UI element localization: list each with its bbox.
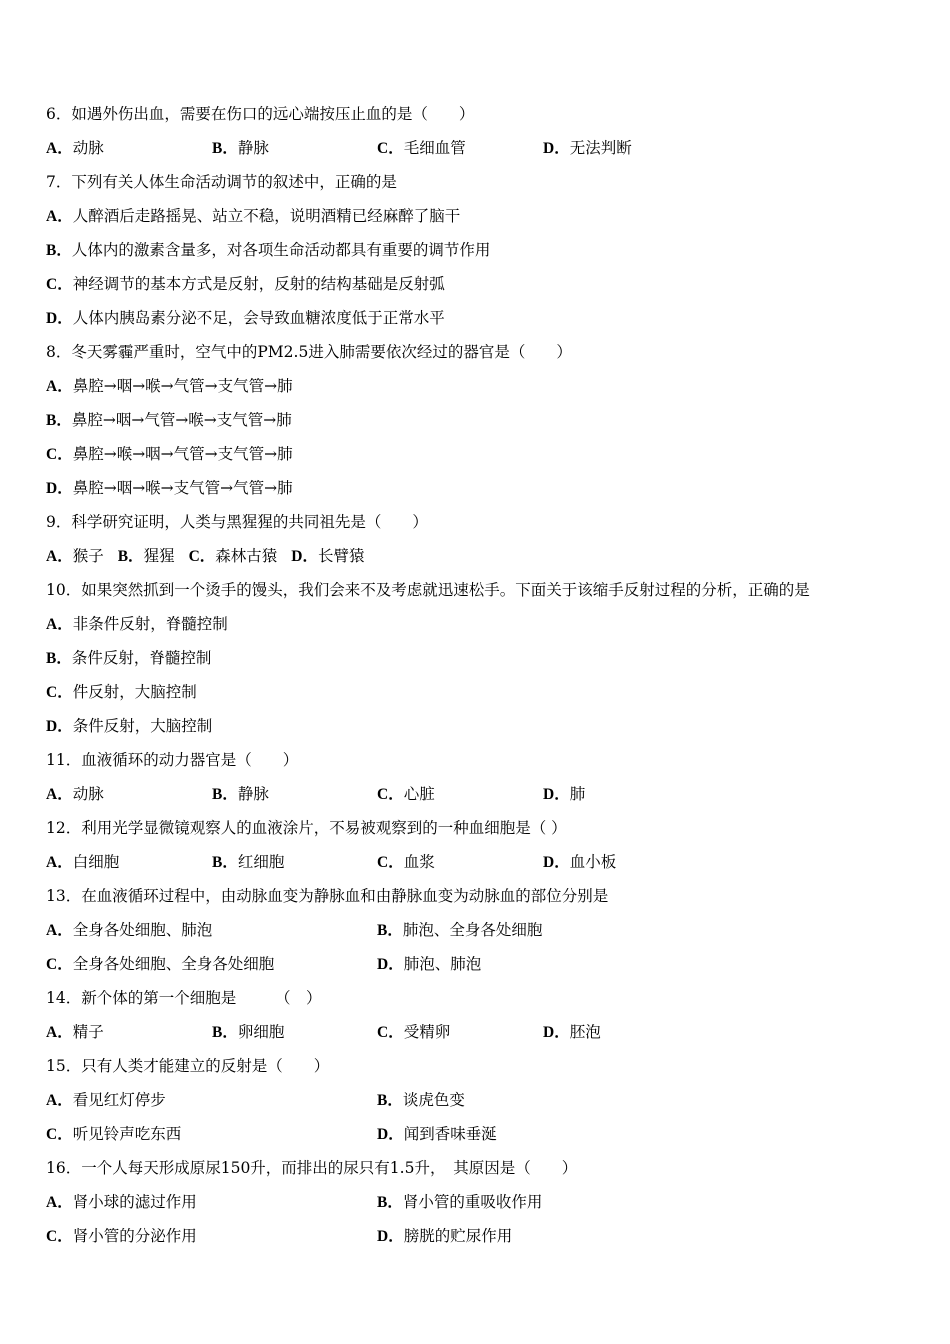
option-text: 动脉: [72, 785, 104, 803]
answer-option: [46, 547, 104, 565]
option-text: 听见铃声吃东西: [72, 1125, 182, 1143]
answer-option: [377, 1185, 542, 1220]
options-row: [46, 267, 906, 301]
option-label: A．: [46, 922, 73, 939]
option-text: 人醉酒后走路摇晃、站立不稳，说明酒精已经麻醉了脑干: [72, 207, 461, 225]
option-text: 静脉: [237, 785, 269, 803]
answer-option: [46, 403, 292, 438]
answer-option: [46, 913, 212, 948]
question-stem: 6．如遇外伤出血，需要在伤口的远心端按压止血的是（ ）: [46, 105, 475, 123]
question-stem: 11．血液循环的动力器官是（ ）: [46, 751, 299, 769]
option-text: 猩猩: [143, 547, 175, 565]
option-text: 鼻腔→咽→喉→支气管→气管→肺: [72, 479, 293, 497]
option-text: 人体内的激素含量多，对各项生命活动都具有重要的调节作用: [71, 241, 491, 259]
option-text: 人体内胰岛素分泌不足，会导致血糖浓度低于正常水平: [72, 309, 445, 327]
options-row: [46, 1219, 906, 1253]
option-label: A．: [46, 1194, 73, 1211]
answer-option: [189, 547, 278, 565]
options-row: [46, 403, 906, 437]
answer-option: [543, 131, 632, 166]
options-row: [46, 947, 906, 981]
option-text: 肾小管的分泌作用: [72, 1227, 197, 1245]
option-label: D．: [377, 1228, 404, 1245]
option-label: D．: [543, 1024, 570, 1041]
options-row: [46, 1015, 906, 1049]
option-label: C．: [46, 446, 73, 463]
option-label: A．: [46, 1024, 73, 1041]
options-row: [46, 301, 906, 335]
answer-option: [377, 777, 435, 812]
question-stem: 10．如果突然抓到一个烫手的馒头，我们会来不及考虑就迅速松手。下面关于该缩手反射过程的分析，正确的是: [46, 581, 810, 599]
option-label: A．: [46, 854, 73, 871]
answer-option: [46, 675, 197, 710]
option-label: C．: [188, 548, 216, 565]
option-label: B．: [46, 242, 72, 259]
answer-option: [46, 1083, 166, 1118]
option-label: B．: [212, 786, 238, 803]
answer-option: [377, 131, 466, 166]
option-text: 静脉: [237, 139, 269, 157]
option-label: D．: [291, 548, 318, 565]
answer-option: [46, 131, 104, 166]
answer-option: [118, 547, 175, 565]
option-text: 猴子: [72, 547, 104, 565]
answer-option: [46, 641, 211, 676]
option-label: C．: [46, 1126, 73, 1143]
option-text: 血小板: [569, 853, 617, 871]
answer-option: [46, 845, 119, 880]
option-label: B．: [46, 412, 72, 429]
answer-option: [212, 777, 269, 812]
option-text: 长臂猿: [318, 547, 365, 565]
options-row: [46, 641, 906, 675]
option-label: B．: [377, 1092, 403, 1109]
option-text: 全身各处细胞、全身各处细胞: [72, 955, 275, 973]
answer-option: [543, 845, 616, 880]
option-text: 全身各处细胞、肺泡: [72, 921, 213, 939]
answer-option: [46, 1185, 197, 1220]
exam-page: [46, 97, 906, 1253]
option-text: 肺: [569, 785, 586, 803]
question-stem: 8．冬天雾霾严重时，空气中的PM2.5进入肺需要依次经过的器官是（ ）: [46, 343, 572, 361]
option-text: 条件反射，脊髓控制: [71, 649, 212, 667]
answer-option: [291, 547, 364, 565]
option-label: B．: [212, 854, 238, 871]
answer-option: [212, 845, 284, 880]
option-label: D．: [543, 786, 570, 803]
answer-option: [212, 1015, 284, 1050]
option-text: 卵细胞: [237, 1023, 285, 1041]
option-text: 鼻腔→咽→气管→喉→支气管→肺: [71, 411, 292, 429]
answer-option: [46, 267, 445, 302]
options-row: [46, 675, 906, 709]
answer-option: [377, 1117, 497, 1152]
answer-option: [46, 199, 460, 234]
option-label: D．: [377, 1126, 404, 1143]
option-label: C．: [46, 684, 73, 701]
options-row: [46, 1083, 906, 1117]
option-label: B．: [46, 650, 72, 667]
answer-option: [46, 1219, 197, 1254]
question-stem: 12．利用光学显微镜观察人的血液涂片，不易被观察到的一种血细胞是（ ）: [46, 819, 567, 837]
option-text: 毛细血管: [403, 139, 466, 157]
option-label: B．: [377, 922, 403, 939]
options-row: [46, 777, 906, 811]
options-row: [46, 539, 906, 573]
answer-option: [377, 1015, 450, 1050]
option-text: 肾小管的重吸收作用: [402, 1193, 543, 1211]
question-stem: 13．在血液循环过程中，由动脉血变为静脉血和由静脉血变为动脉血的部位分别是: [46, 887, 609, 905]
options-row: [46, 1117, 906, 1151]
option-text: 条件反射，大脑控制: [72, 717, 213, 735]
options-row: [46, 709, 906, 743]
answer-option: [46, 437, 293, 472]
option-label: B．: [117, 548, 144, 565]
option-label: B．: [212, 1024, 238, 1041]
option-text: 膀胱的贮尿作用: [403, 1227, 513, 1245]
answer-option: [377, 947, 481, 982]
question-stem: 7．下列有关人体生命活动调节的叙述中，正确的是: [46, 173, 397, 191]
answer-option: [46, 301, 445, 336]
options-row: [46, 1185, 906, 1219]
answer-option: [377, 1083, 465, 1118]
answer-option: [543, 777, 585, 812]
answer-option: [46, 607, 228, 642]
option-label: D．: [46, 718, 73, 735]
answer-option: [543, 1015, 601, 1050]
option-label: A．: [46, 548, 73, 565]
option-label: D．: [46, 480, 73, 497]
option-text: 件反射，大脑控制: [72, 683, 197, 701]
option-text: 红细胞: [237, 853, 285, 871]
answer-option: [377, 845, 435, 880]
option-text: 森林古猿: [215, 547, 278, 565]
option-label: A．: [46, 378, 73, 395]
answer-option: [46, 471, 293, 506]
option-text: 受精卵: [403, 1023, 451, 1041]
option-text: 胚泡: [569, 1023, 601, 1041]
option-text: 肺泡、全身各处细胞: [402, 921, 543, 939]
option-text: 精子: [72, 1023, 104, 1041]
option-label: A．: [46, 1092, 73, 1109]
option-text: 无法判断: [569, 139, 632, 157]
answer-option: [46, 947, 274, 982]
option-label: D．: [543, 854, 570, 871]
option-label: B．: [212, 140, 238, 157]
options-row: [46, 131, 906, 165]
option-text: 闻到香味垂涎: [403, 1125, 497, 1143]
option-text: 心脏: [403, 785, 435, 803]
question-stem: 14．新个体的第一个细胞是 （ ）: [46, 989, 322, 1007]
option-label: D．: [377, 956, 404, 973]
option-label: A．: [46, 616, 73, 633]
option-label: C．: [46, 1228, 73, 1245]
option-text: 肺泡、肺泡: [403, 955, 482, 973]
option-label: D．: [543, 140, 570, 157]
answer-option: [46, 777, 104, 812]
answer-option: [46, 1015, 104, 1050]
options-row: [46, 437, 906, 471]
answer-option: [212, 131, 269, 166]
option-label: D．: [46, 310, 73, 327]
option-label: C．: [377, 854, 404, 871]
answer-option: [377, 913, 542, 948]
option-text: 看见红灯停步: [72, 1091, 166, 1109]
option-text: 鼻腔→咽→喉→气管→支气管→肺: [72, 377, 293, 395]
option-label: B．: [377, 1194, 403, 1211]
option-text: 肾小球的滤过作用: [72, 1193, 197, 1211]
option-text: 血浆: [403, 853, 435, 871]
answer-option: [46, 709, 212, 744]
option-label: C．: [377, 1024, 404, 1041]
answer-option: [377, 1219, 512, 1254]
option-label: C．: [46, 956, 73, 973]
question-stem: 15．只有人类才能建立的反射是（ ）: [46, 1057, 330, 1075]
option-label: A．: [46, 140, 73, 157]
option-text: 动脉: [72, 139, 104, 157]
options-row: [46, 471, 906, 505]
options-row: [46, 845, 906, 879]
option-label: A．: [46, 786, 73, 803]
options-row: [46, 607, 906, 641]
options-row: [46, 369, 906, 403]
question-stem: 9．科学研究证明，人类与黑猩猩的共同祖先是（ ）: [46, 513, 428, 531]
option-text: 非条件反射，脊髓控制: [72, 615, 228, 633]
option-text: 神经调节的基本方式是反射，反射的结构基础是反射弧: [72, 275, 445, 293]
question-stem: 16．一个人每天形成原尿150升，而排出的尿只有1.5升， 其原因是（ ）: [46, 1159, 578, 1177]
answer-option: [46, 369, 293, 404]
option-text: 白细胞: [72, 853, 120, 871]
answer-option: [46, 233, 490, 268]
options-row: [46, 233, 906, 267]
options-row: [46, 913, 906, 947]
options-row: [46, 199, 906, 233]
option-label: C．: [377, 786, 404, 803]
option-label: C．: [377, 140, 404, 157]
option-label: C．: [46, 276, 73, 293]
option-text: 谈虎色变: [402, 1091, 465, 1109]
option-label: A．: [46, 208, 73, 225]
answer-option: [46, 1117, 181, 1152]
option-text: 鼻腔→喉→咽→气管→支气管→肺: [72, 445, 293, 463]
